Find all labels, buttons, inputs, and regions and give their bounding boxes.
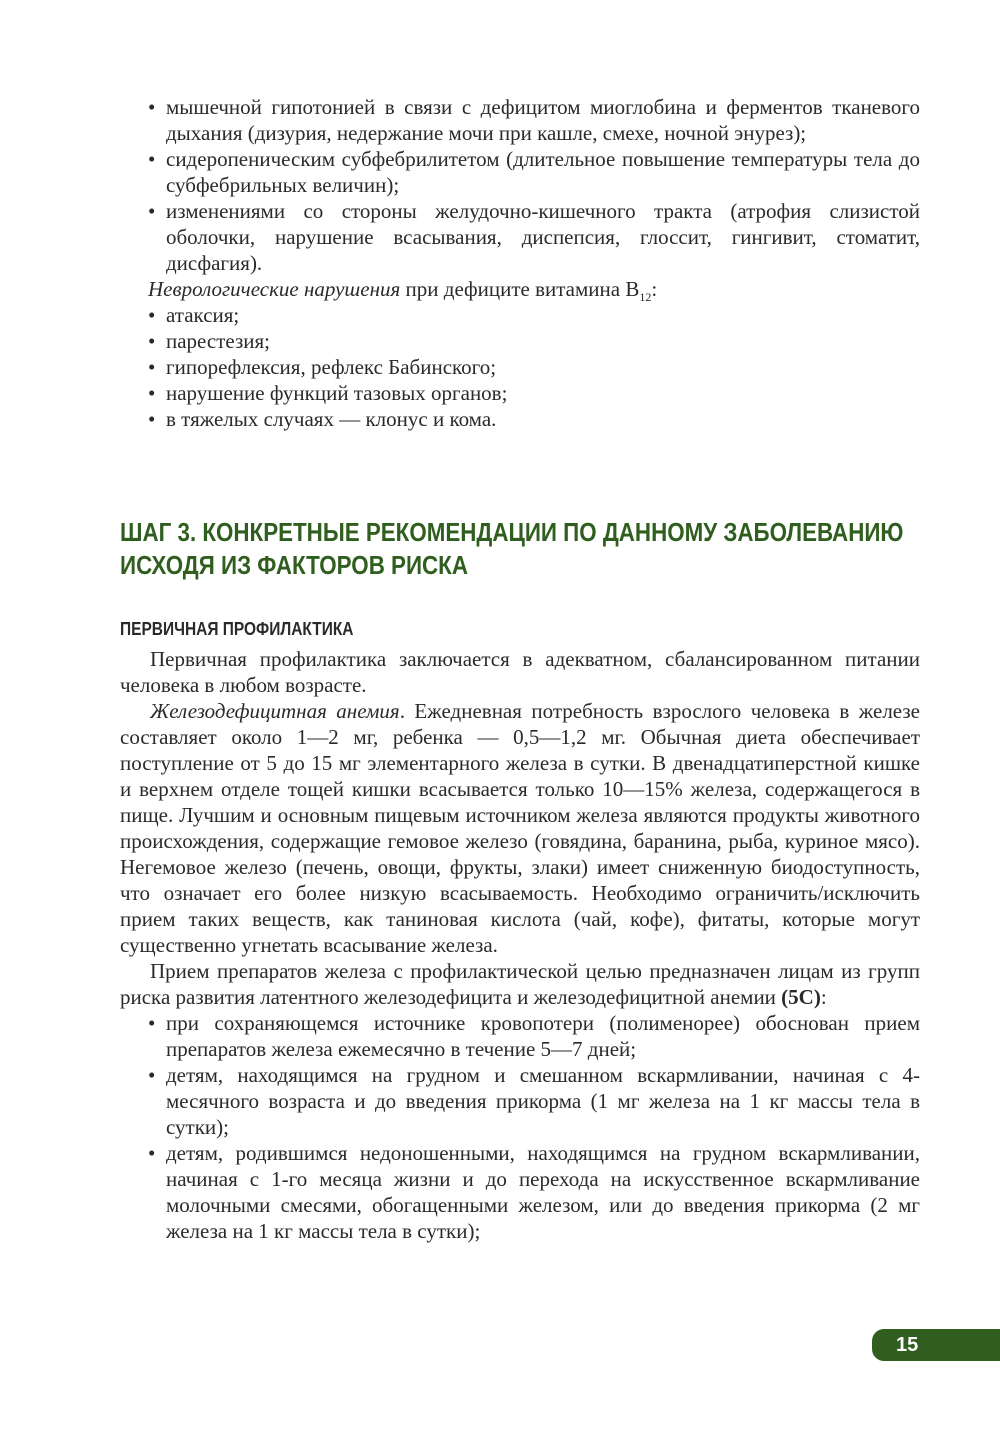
paragraph-text: . Ежедневная потребность взрослого человека в железе составляет около 1—2 мг, ребенка — 0,5—1,2 мг. Обычная диета обеспечивает поступление от 5 до 15 мг элементарного железа в сутки. В двенадцатиперстной кишке и верхнем отделе тощей кишки всасывается только 10—15% железа, содержащегося в пище. Лучшим и основным пищевым источником железа являются продукты животного происхождения, содержащие гемовое железо (говядина, баранина, рыба, куриное мясо). Негемовое железо (печень, овощи, фрукты, злаки) имеет сниженную биодоступность, что означает его более низкую всасываемость. Необходимо ограничить/исключить прием таких веществ, как таниновая кислота (чай, кофе), фитаты, которые могут существенно угнетать всасывание железа. [120,699,920,957]
list-item: • изменениями со стороны желудочно-кишечного тракта (атрофия слизистой оболочки, нарушение всасывания, диспепсия, глоссит, гингивит, стоматит, дисфагия). [148,198,920,276]
paragraph-colon: : [820,985,827,1009]
paragraph [120,698,920,958]
paragraph [120,958,920,1010]
section-title-line-1: ШАГ 3. КОНКРЕТНЫЕ РЕКОМЕНДАЦИИ ПО ДАННОМУ ЗАБОЛЕВАНИЮ [120,517,904,547]
vitamin-subscript: 12 [639,290,652,304]
prevention-body [120,646,920,1244]
list-item: • при сохраняющемся источнике кровопотери (полименорее) обоснован прием препаратов железа ежемесячно в течение 5—7 дней; [148,1010,920,1062]
list-item: • в тяжелых случаях — клонус и кома. [148,406,920,432]
evidence-level: (5С) [781,985,821,1009]
list-item: • детям, родившимся недоношенными, находящимся на грудном вскармливании, начиная с 1-го месяца жизни и до перехода на искусственное вскармливание молочными смесями, обогащенными железом, или до введения прикорма (2 мг железа на 1 кг массы тела в сутки); [148,1140,920,1244]
list-item: • нарушение функций тазовых органов; [148,380,920,406]
neuro-list [148,302,920,432]
neuro-intro-italic: Неврологические нарушения [148,277,401,301]
neuro-intro-colon: : [651,277,658,301]
page-number-badge [872,1329,1000,1361]
paragraph-text: Прием препаратов железа с профилактической целью предназначен лицам из групп риска развития латентного железодефицита и железодефицитной анемии [120,959,920,1009]
list-item: • атаксия; [148,302,920,328]
paragraph: Первичная профилактика заключается в адекватном, сбалансированном питании человека в любом возрасте. [120,647,920,697]
paragraph-italic-lead: Железодефицитная анемия [150,699,400,723]
section-title-line-2: ИСХОДЯ ИЗ ФАКТОРОВ РИСКА [120,550,468,580]
neuro-intro-text: при дефиците витамина В [400,277,640,301]
list-item: • сидеропеническим субфебрилитетом (длительное повышение температуры тела до субфебрильных величин); [148,146,920,198]
section-title [120,516,904,582]
symptoms-list [148,94,920,276]
list-item: • парестезия; [148,328,920,354]
list-item: • детям, находящимся на грудном и смешанном вскармливании, начиная с 4-месячного возраста и до введения прикорма (1 мг железа на 1 кг массы тела в сутки); [148,1062,920,1140]
subsection-title: ПЕРВИЧНАЯ ПРОФИЛАКТИКА [120,619,354,639]
list-item: • мышечной гипотонией в связи с дефицитом миоглобина и ферментов тканевого дыхания (дизурия, недержание мочи при кашле, смехе, ночной энурез); [148,94,920,146]
neuro-intro [148,276,920,302]
page-number: 15 [896,1334,919,1356]
list-item: • гипорефлексия, рефлекс Бабинского; [148,354,920,380]
symptoms-block [148,94,920,432]
prevention-list [148,1010,920,1244]
